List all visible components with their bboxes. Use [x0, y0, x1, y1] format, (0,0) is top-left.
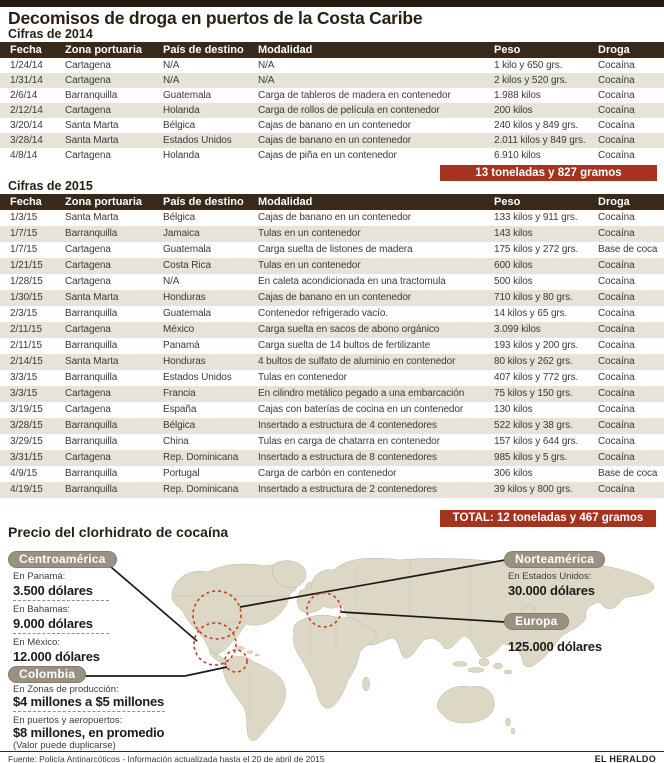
table-cell: 2.011 kilos y 849 grs.	[494, 135, 586, 146]
table-cell: Carga de rollos de película en contenedor	[258, 105, 440, 116]
table-cell: Bélgica	[163, 420, 196, 431]
table-cell: 143 kilos	[494, 228, 533, 239]
table-cell: Cocaína	[598, 212, 635, 223]
table-cell: 3/31/15	[10, 452, 43, 463]
table-header-row	[0, 194, 664, 210]
table-cell: 3/28/14	[10, 135, 43, 146]
table-row	[0, 210, 664, 226]
badge-europa: Europa	[504, 613, 569, 630]
indonesia-island	[453, 662, 467, 667]
table-cell: Carga suelta de listones de madera	[258, 244, 413, 255]
price-place: En Zonas de producción:	[13, 684, 119, 695]
table-cell: N/A	[258, 75, 275, 86]
price-value: 12.000 dólares	[13, 649, 100, 664]
table-cell: Cocaína	[598, 308, 635, 319]
section-label-2014: Cifras de 2014	[8, 27, 93, 41]
table-cell: Jamaica	[163, 228, 200, 239]
price-note: (Valor puede duplicarse)	[13, 740, 116, 751]
table-cell: Cajas con baterías de cocina en un contenedor	[258, 404, 464, 415]
price-value: 9.000 dólares	[13, 616, 93, 631]
table-cell: Tulas en carga de chatarra en contenedor	[258, 436, 440, 447]
table-cell: 6.910 kilos	[494, 150, 541, 161]
caribbean-island	[236, 646, 245, 649]
australia-shape	[437, 686, 494, 723]
seizures-table-2014	[0, 42, 664, 163]
table-cell: 1.988 kilos	[494, 90, 541, 101]
table-row	[0, 58, 664, 73]
table-cell: 500 kilos	[494, 276, 533, 287]
table-cell: 2/3/15	[10, 308, 38, 319]
table-cell: Base de coca	[598, 244, 658, 255]
table-cell: Costa Rica	[163, 260, 211, 271]
table-cell: Cocaína	[598, 324, 635, 335]
table-cell: Barranquilla	[65, 372, 118, 383]
table-cell: Francia	[163, 388, 196, 399]
table-row	[0, 450, 664, 466]
table-row	[0, 242, 664, 258]
price-value: 30.000 dólares	[508, 583, 595, 598]
table-cell: Cocaína	[598, 90, 635, 101]
table-cell: Barranquilla	[65, 340, 118, 351]
table-cell: Barranquilla	[65, 436, 118, 447]
table-row	[0, 386, 664, 402]
cocaine-price-map-section	[0, 546, 664, 751]
price-place: En Panamá:	[13, 571, 66, 582]
publisher-credit: EL HERALDO	[594, 754, 656, 763]
table-cell: Insertado a estructura de 4 contenedores	[258, 420, 437, 431]
column-header: Droga	[598, 196, 630, 208]
table-cell: Cajas de banano en un contenedor	[258, 292, 412, 303]
caribbean-island	[255, 654, 259, 656]
table-cell: 1/30/15	[10, 292, 43, 303]
table-cell: 306 kilos	[494, 468, 533, 479]
table-cell: 2/11/15	[10, 324, 42, 335]
table-cell: Carga suelta de 14 bultos de fertilizante	[258, 340, 431, 351]
table-cell: 1/21/15	[10, 260, 43, 271]
table-cell: Barranquilla	[65, 228, 118, 239]
column-header: Droga	[598, 44, 630, 56]
table-cell: Cocaína	[598, 372, 635, 383]
table-cell: 3/19/15	[10, 404, 43, 415]
table-cell: Insertado a estructura de 2 contenedores	[258, 484, 437, 495]
table-cell: Bélgica	[163, 212, 196, 223]
table-cell: 39 kilos y 800 grs.	[494, 484, 573, 495]
table-cell: 1/28/15	[10, 276, 43, 287]
dashed-divider	[13, 711, 165, 712]
table-cell: 3/3/15	[10, 388, 38, 399]
total-2015-badge: TOTAL: 12 toneladas y 467 gramos	[440, 510, 656, 527]
table-cell: Contenedor refrigerado vacío.	[258, 308, 388, 319]
badge-colombia: Colombia	[8, 666, 86, 683]
table-cell: Holanda	[163, 150, 200, 161]
table-cell: 2/11/15	[10, 340, 42, 351]
table-cell: Cocaína	[598, 150, 635, 161]
table-cell: Santa Marta	[65, 135, 119, 146]
table-cell: Guatemala	[163, 244, 212, 255]
indonesia-island	[494, 663, 503, 669]
column-header: Modalidad	[258, 196, 313, 208]
table-cell: Tulas en contenedor	[258, 372, 347, 383]
table-cell: 3.099 kilos	[494, 324, 541, 335]
table-cell: Honduras	[163, 292, 206, 303]
column-header: Peso	[494, 44, 521, 56]
table-cell: En cilindro metálico pegado a una embarcación	[258, 388, 465, 399]
price-place: En puertos y aeropuertos:	[13, 715, 123, 726]
column-header: Zona portuaria	[65, 196, 143, 208]
table-row	[0, 290, 664, 306]
table-row	[0, 274, 664, 290]
map-section-title: Precio del clorhidrato de cocaína	[8, 524, 229, 540]
table-cell: Cocaína	[598, 404, 635, 415]
new-zealand-shape	[511, 728, 515, 734]
table-cell: Carga suelta en sacos de abono orgánico	[258, 324, 440, 335]
table-row	[0, 258, 664, 274]
table-row	[0, 88, 664, 103]
footer	[0, 751, 664, 763]
table-cell: Cocaína	[598, 228, 635, 239]
table-cell: 193 kilos y 200 grs.	[494, 340, 579, 351]
table-cell: Barranquilla	[65, 90, 118, 101]
table-cell: 75 kilos y 150 grs.	[494, 388, 573, 399]
table-cell: Cartagena	[65, 452, 111, 463]
dashed-divider	[13, 600, 109, 601]
table-cell: Tulas en un contenedor	[258, 228, 361, 239]
table-cell: Cocaína	[598, 260, 635, 271]
table-cell: Cajas de piña en un contenedor	[258, 150, 397, 161]
table-row	[0, 418, 664, 434]
price-value: 3.500 dólares	[13, 583, 93, 598]
table-cell: Tulas en un contenedor	[258, 260, 361, 271]
colombia-prices	[13, 684, 165, 751]
table-cell: 1/7/15	[10, 228, 38, 239]
column-header: Fecha	[10, 196, 42, 208]
table-cell: Estados Unidos	[163, 372, 232, 383]
table-cell: 2/14/15	[10, 356, 43, 367]
table-cell: España	[163, 404, 197, 415]
table-cell: Honduras	[163, 356, 206, 367]
table-cell: 157 kilos y 644 grs.	[494, 436, 579, 447]
table-cell: Cartagena	[65, 244, 111, 255]
table-cell: Cartagena	[65, 60, 111, 71]
table-cell: Cartagena	[65, 150, 111, 161]
indonesia-island	[504, 670, 512, 674]
table-cell: México	[163, 324, 195, 335]
table-header-row	[0, 42, 664, 58]
table-row	[0, 482, 664, 498]
table-cell: Santa Marta	[65, 356, 119, 367]
badge-norteamerica: Norteamérica	[504, 551, 605, 568]
column-header: Modalidad	[258, 44, 313, 56]
seizures-table-2015	[0, 194, 664, 498]
table-cell: 2 kilos y 520 grs.	[494, 75, 568, 86]
badge-centroamerica: Centroamérica	[8, 551, 117, 568]
price-place: En Estados Unidos:	[508, 571, 592, 582]
table-cell: Cocaína	[598, 420, 635, 431]
table-cell: Panamá	[163, 340, 200, 351]
table-cell: Cocaína	[598, 135, 635, 146]
table-cell: Cocaína	[598, 452, 635, 463]
table-cell: 3/20/14	[10, 120, 43, 131]
table-row	[0, 133, 664, 148]
table-cell: Cartagena	[65, 276, 111, 287]
table-cell: Rep. Dominicana	[163, 484, 239, 495]
table-cell: 1/7/15	[10, 244, 38, 255]
table-cell: Cartagena	[65, 404, 111, 415]
table-cell: Estados Unidos	[163, 135, 232, 146]
table-row	[0, 226, 664, 242]
table-cell: 4/19/15	[10, 484, 43, 495]
table-cell: Cartagena	[65, 260, 111, 271]
table-cell: 3/3/15	[10, 372, 38, 383]
table-cell: Portugal	[163, 468, 200, 479]
top-rule-bar	[0, 0, 664, 7]
south-america-shape	[223, 656, 285, 740]
table-cell: Cocaína	[598, 292, 635, 303]
table-cell: Cajas de banano en un contenedor	[258, 120, 412, 131]
table-cell: 80 kilos y 262 grs.	[494, 356, 573, 367]
table-cell: 600 kilos	[494, 260, 533, 271]
table-row	[0, 73, 664, 88]
table-cell: Cocaína	[598, 105, 635, 116]
table-cell: 4/9/15	[10, 468, 38, 479]
table-cell: Barranquilla	[65, 420, 118, 431]
table-cell: Cocaína	[598, 388, 635, 399]
table-cell: China	[163, 436, 189, 447]
column-header: País de destino	[163, 196, 244, 208]
table-cell: Guatemala	[163, 90, 212, 101]
table-cell: Cocaína	[598, 60, 635, 71]
table-cell: 1/31/14	[10, 75, 43, 86]
column-header: Zona portuaria	[65, 44, 143, 56]
table-cell: 175 kilos y 272 grs.	[494, 244, 579, 255]
table-cell: 4/8/14	[10, 150, 38, 161]
table-cell: Cocaína	[598, 276, 635, 287]
table-cell: 1/3/15	[10, 212, 38, 223]
table-cell: Cartagena	[65, 75, 111, 86]
table-cell: N/A	[163, 75, 180, 86]
table-cell: Santa Marta	[65, 212, 119, 223]
table-row	[0, 354, 664, 370]
column-header: Peso	[494, 196, 521, 208]
table-cell: 130 kilos	[494, 404, 533, 415]
table-row	[0, 338, 664, 354]
table-cell: Guatemala	[163, 308, 212, 319]
table-cell: Cocaína	[598, 120, 635, 131]
total-2014-badge: 13 toneladas y 827 gramos	[440, 165, 657, 181]
table-row	[0, 306, 664, 322]
column-header: País de destino	[163, 44, 244, 56]
table-cell: Base de coca	[598, 468, 658, 479]
table-cell: N/A	[258, 60, 275, 71]
table-row	[0, 402, 664, 418]
table-cell: 14 kilos y 65 grs.	[494, 308, 568, 319]
table-cell: Cocaína	[598, 356, 635, 367]
table-cell: Cartagena	[65, 388, 111, 399]
table-cell: 133 kilos y 911 grs.	[494, 212, 578, 223]
price-value: $8 millones, en promedio	[13, 725, 165, 740]
source-credit: Fuente: Policía Antinarcóticos - Información actualizada hasta el 20 de abril de 2015	[8, 754, 325, 763]
norteamerica-prices	[508, 571, 595, 598]
table-cell: Cajas de banano en un contenedor	[258, 135, 412, 146]
price-value: 125.000 dólares	[508, 639, 602, 654]
table-cell: En caleta acondicionada en una tractomula	[258, 276, 446, 287]
table-cell: Carga de carbón en contenedor	[258, 468, 397, 479]
table-row	[0, 322, 664, 338]
table-cell: Cartagena	[65, 324, 111, 335]
section-label-2015: Cifras de 2015	[8, 179, 93, 193]
centroamerica-prices	[13, 571, 109, 664]
caribbean-island	[247, 651, 253, 654]
table-cell: Cocaína	[598, 340, 635, 351]
table-cell: Barranquilla	[65, 484, 118, 495]
page-title: Decomisos de droga en puertos de la Costa Caribe	[8, 8, 423, 28]
table-cell: 240 kilos y 849 grs.	[494, 120, 579, 131]
table-cell: 3/29/15	[10, 436, 43, 447]
table-cell: 985 kilos y 5 grs.	[494, 452, 568, 463]
table-cell: N/A	[163, 276, 180, 287]
table-cell: 2/6/14	[10, 90, 38, 101]
table-cell: Cajas de banano en un contenedor	[258, 212, 412, 223]
table-cell: 3/28/15	[10, 420, 43, 431]
indonesia-island	[468, 668, 484, 673]
table-cell: 200 kilos	[494, 105, 533, 116]
table-cell: Cocaína	[598, 75, 635, 86]
table-row	[0, 103, 664, 118]
table-cell: Cartagena	[65, 105, 111, 116]
africa-shape	[293, 615, 376, 708]
table-cell: 1/24/14	[10, 60, 43, 71]
table-cell: Barranquilla	[65, 468, 118, 479]
table-cell: 2/12/14	[10, 105, 43, 116]
table-cell: Insertado a estructura de 8 contenedores	[258, 452, 437, 463]
table-cell: 4 bultos de sulfato de aluminio en contenedor	[258, 356, 456, 367]
table-cell: Carga de tableros de madera en contenedor	[258, 90, 451, 101]
price-value: $4 millones a $5 millones	[13, 694, 165, 709]
table-cell: Bélgica	[163, 120, 196, 131]
connector-colombia	[78, 667, 227, 676]
table-cell: 522 kilos y 38 grs.	[494, 420, 573, 431]
table-cell: 1 kilo y 650 grs.	[494, 60, 563, 71]
table-cell: Santa Marta	[65, 120, 119, 131]
table-cell: N/A	[163, 60, 180, 71]
table-row	[0, 466, 664, 482]
price-place: En Bahamas:	[13, 604, 71, 615]
table-cell: Cocaína	[598, 484, 635, 495]
table-cell: 710 kilos y 80 grs.	[494, 292, 573, 303]
price-place: En México:	[13, 637, 60, 648]
table-row	[0, 370, 664, 386]
table-cell: Cocaína	[598, 436, 635, 447]
table-cell: Holanda	[163, 105, 200, 116]
borneo-shape	[479, 658, 489, 666]
table-cell: Barranquilla	[65, 308, 118, 319]
madagascar-shape	[363, 677, 370, 691]
table-row	[0, 148, 664, 163]
table-cell: Santa Marta	[65, 292, 119, 303]
table-cell: Rep. Dominicana	[163, 452, 239, 463]
dashed-divider	[13, 633, 109, 634]
table-row	[0, 434, 664, 450]
column-header: Fecha	[10, 44, 42, 56]
europa-prices	[508, 639, 602, 654]
table-cell: 407 kilos y 772 grs.	[494, 372, 579, 383]
new-zealand-shape	[506, 718, 511, 726]
table-row	[0, 118, 664, 133]
